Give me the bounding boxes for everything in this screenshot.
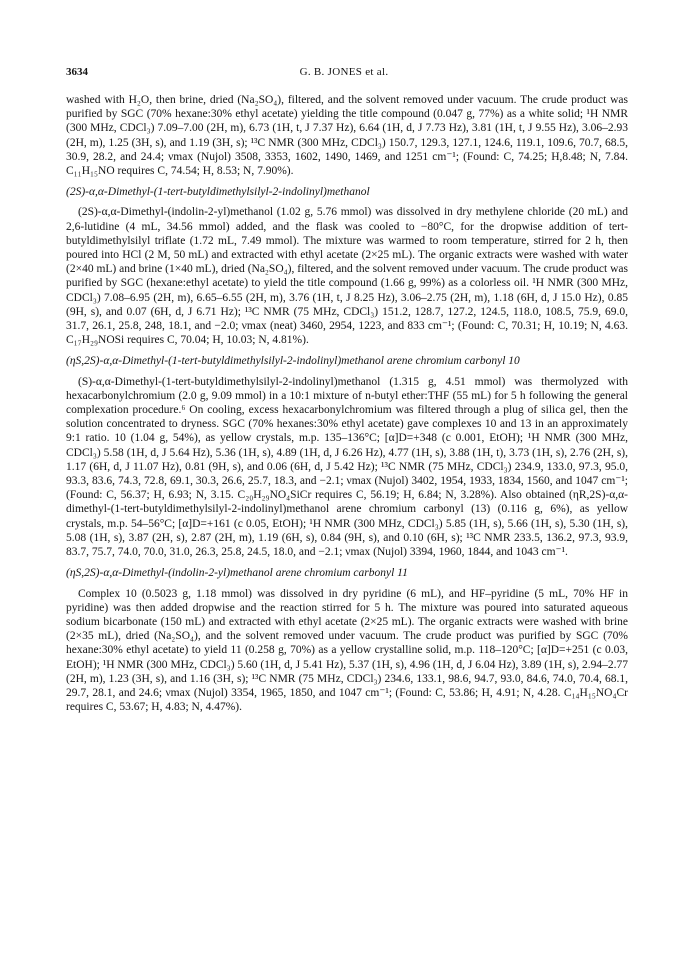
paragraph-2: (2S)-α,α-Dimethyl-(indolin-2-yl)methanol (1.02 g, 5.76 mmol) was dissolved in dry methylene chloride (20 mL) and 2,6-lutidine (4 mL, 34.56 mmol) added, and the flask was cooled to −80°C, for the dropwise addition of tert-butyldimethylsilyl triflate (1.72 mL, 7.49 mmol). The mixture was warmed to room temperature, stirred for 2 h, then poured into HCl (2 M, 50 mL) and extracted with ethyl acetate (2×25 mL). The organic extracts were washed with water (2×40 mL) and brine (1×40 mL), dried (Na₂SO₄), filtered, and the solvent removed under vacuum. The crude product was purified by SGC (hexane:ethyl acetate) to yield the title compound (1.66 g, 99%) as a colorless oil. ¹H NMR (300 MHz, CDCl₃) 7.08–6.95 (2H, m), 6.65–6.55 (2H, m), 3.76 (1H, t, J 8.25 Hz), 3.06–2.75 (2H, m), 1.18 (6H, d, J 15.0 Hz), 0.85 (9H, s), and 0.07 (6H, d, J 6.71 Hz); ¹³C NMR (75 MHz, CDCl₃) 151.2, 128.7, 127.2, 124.5, 118.0, 108.5, 75.9, 69.0, 31.7, 26.1, 25.8, 248, 18.1, and −2.0; νmax (neat) 3460, 2954, 1223, and 833 cm⁻¹; (Found: C, 70.31; H, 10.19; N, 4.63. C₁₇H₂₉NOSi requires C, 70.04; H, 10.03; N, 4.81%). (66, 206, 628, 347)
section-heading-4: (ηS,2S)-α,α-Dimethyl-(indolin-2-yl)methanol arene chromium carbonyl 11 (66, 567, 408, 580)
paragraph-1: washed with H₂O, then brine, dried (Na₂SO₄), filtered, and the solvent removed under vacuum. The crude product was purified by SGC (70% hexane:30% ethyl acetate) yielding the title compound (0.047 g, 77%) as a white solid; ¹H NMR (300 MHz, CDCl₃) 7.09–7.00 (2H, m), 6.73 (1H, t, J 7.37 Hz), 6.64 (1H, d, J 7.73 Hz), 3.81 (1H, t, J 9.55 Hz), 3.06–2.93 (2H, m), 1.25 (3H, s), and 1.19 (3H, s); ¹³C NMR (300 MHz, CDCl₃) 150.7, 129.3, 127.1, 124.6, 119.1, 109.6, 70.7, 68.5, 30.9, 28.2, and 24.4; νmax (Nujol) 3508, 3353, 1602, 1490, 1469, and 1251 cm⁻¹; (Found: C, 74.25; H,8.48; N, 7.84. C₁₁H₁₅NO requires C, 74.54; H, 8.53; N, 7.90%). (66, 94, 628, 178)
article-body (66, 93, 628, 714)
running-head: G. B. JONES et al. (299, 66, 389, 78)
paragraph-4: Complex 10 (0.5023 g, 1.18 mmol) was dissolved in dry pyridine (6 mL), and HF–pyridine (5 mL, 70% HF in pyridine) was then added dropwise and the reaction stirred for 5 h. The mixture was poured into saturated aqueous sodium bicarbonate (150 mL) and extracted with ethyl acetate (2×25 mL). The organic extracts were washed with brine (2×35 mL), dried (Na₂SO₄), and the solvent removed under vacuum. The crude product was purified by SGC (70% hexane:30% ethyl acetate) to yield 11 (0.258 g, 70%) as a yellow crystalline solid, m.p. 118–120°C; [α]D=+251 (c 0.03, EtOH); ¹H NMR (300 MHz, CDCl₃) 5.60 (1H, d, J 5.41 Hz), 5.37 (1H, s), 4.96 (1H, d, J 6.04 Hz), 3.89 (1H, s), 2.94–2.77 (2H, m), 1.23 (3H, s), and 1.16 (3H, s); ¹³C NMR (75 MHz, CDCl₃) 234.6, 133.1, 98.6, 94.7, 93.0, 84.6, 74.0, 70.4, 68.1, 29.7, 28.1, and 24.6; νmax (Nujol) 3354, 1965, 1850, and 1047 cm⁻¹; (Found: C, 53.86; H, 4.91; N, 4.28. C₁₄H₁₅NO₄Cr requires C, 53.67; H, 4.83; N, 4.47%). (66, 587, 628, 714)
section-heading-3: (ηS,2S)-α,α-Dimethyl-(1-tert-butyldimethylsilyl-2-indolinyl)methanol arene chromium carbonyl 10 (66, 355, 520, 368)
paragraph-3: (S)-α,α-Dimethyl-(1-tert-butyldimethylsilyl-2-indolinyl)methanol (1.315 g, 4.51 mmol) was thermolyzed with hexacarbonylchromium (2.0 g, 9.09 mmol) in a 10:1 mixture of n-butyl ether:THF (55 mL) for 5 h following the general complexation procedure.⁶ On cooling, excess hexacarbonylchromium was filtered through a plug of silica gel, then the solution concentrated to dryness. SGC (70% hexanes:30% ethyl acetate) gave complexes 10 and 13 in an approximately 9:1 ratio. 10 (1.04 g, 54%), as yellow crystals, m.p. 135–136°C; [α]D=+348 (c 0.001, EtOH); ¹H NMR (300 MHz, CDCl₃) 5.58 (1H, d, J 5.64 Hz), 5.36 (1H, s), 4.89 (1H, d, J 6.26 Hz), 4.77 (1H, s), 3.88 (1H, t), 3.73 (1H, s), 2.76 (2H, s), 1.17 (6H, d, J 11.07 Hz), 0.81 (9H, s), and 0.06 (6H, d, J 5.42 Hz); ¹³C NMR (75 MHz, CDCl₃) 234.9, 133.0, 97.3, 95.0, 93.3, 83.6, 74.3, 72.8, 69.1, 30.3, 26.6, 25.7, 18.3, and −2.1; νmax (Nujol) 3402, 1954, 1933, 1834, 1560, and 1047 cm⁻¹; (Found: C, 56.37; H, 6.93; N, 3.15. C₂₀H₂₉NO₄SiCr requires C, 56.19; H, 6.84; N, 3.28%). Also obtained (ηR,2S)-α,α-dimethyl-(1-tert-butyldimethylsilyl-2-indolinyl)methanol arene chromium carbonyl (13) (0.116 g, 6%), as yellow crystals, m.p. 54–56°C; [α]D=+161 (c 0.05, EtOH); ¹H NMR (300 MHz, CDCl₃) 5.85 (1H, s), 5.66 (1H, s), 5.30 (1H, s), 5.08 (1H, s), 3.87 (2H, s), 2.87 (2H, m), 1.19 (6H, s), 0.84 (9H, s), and 0.10 (6H, s); ¹³C NMR 233.5, 136.2, 97.3, 93.9, 83.7, 75.7, 74.0, 70.0, 31.0, 26.3, 25.8, 24.5, 18.0, and −2.1; νmax (Nujol) 3394, 1960, 1844, and 1043 cm⁻¹. (66, 375, 628, 559)
page-number: 3634 (66, 66, 88, 78)
page-header (66, 66, 622, 82)
section-heading-2: (2S)-α,α-Dimethyl-(1-tert-butyldimethylsilyl-2-indolinyl)methanol (66, 186, 370, 199)
